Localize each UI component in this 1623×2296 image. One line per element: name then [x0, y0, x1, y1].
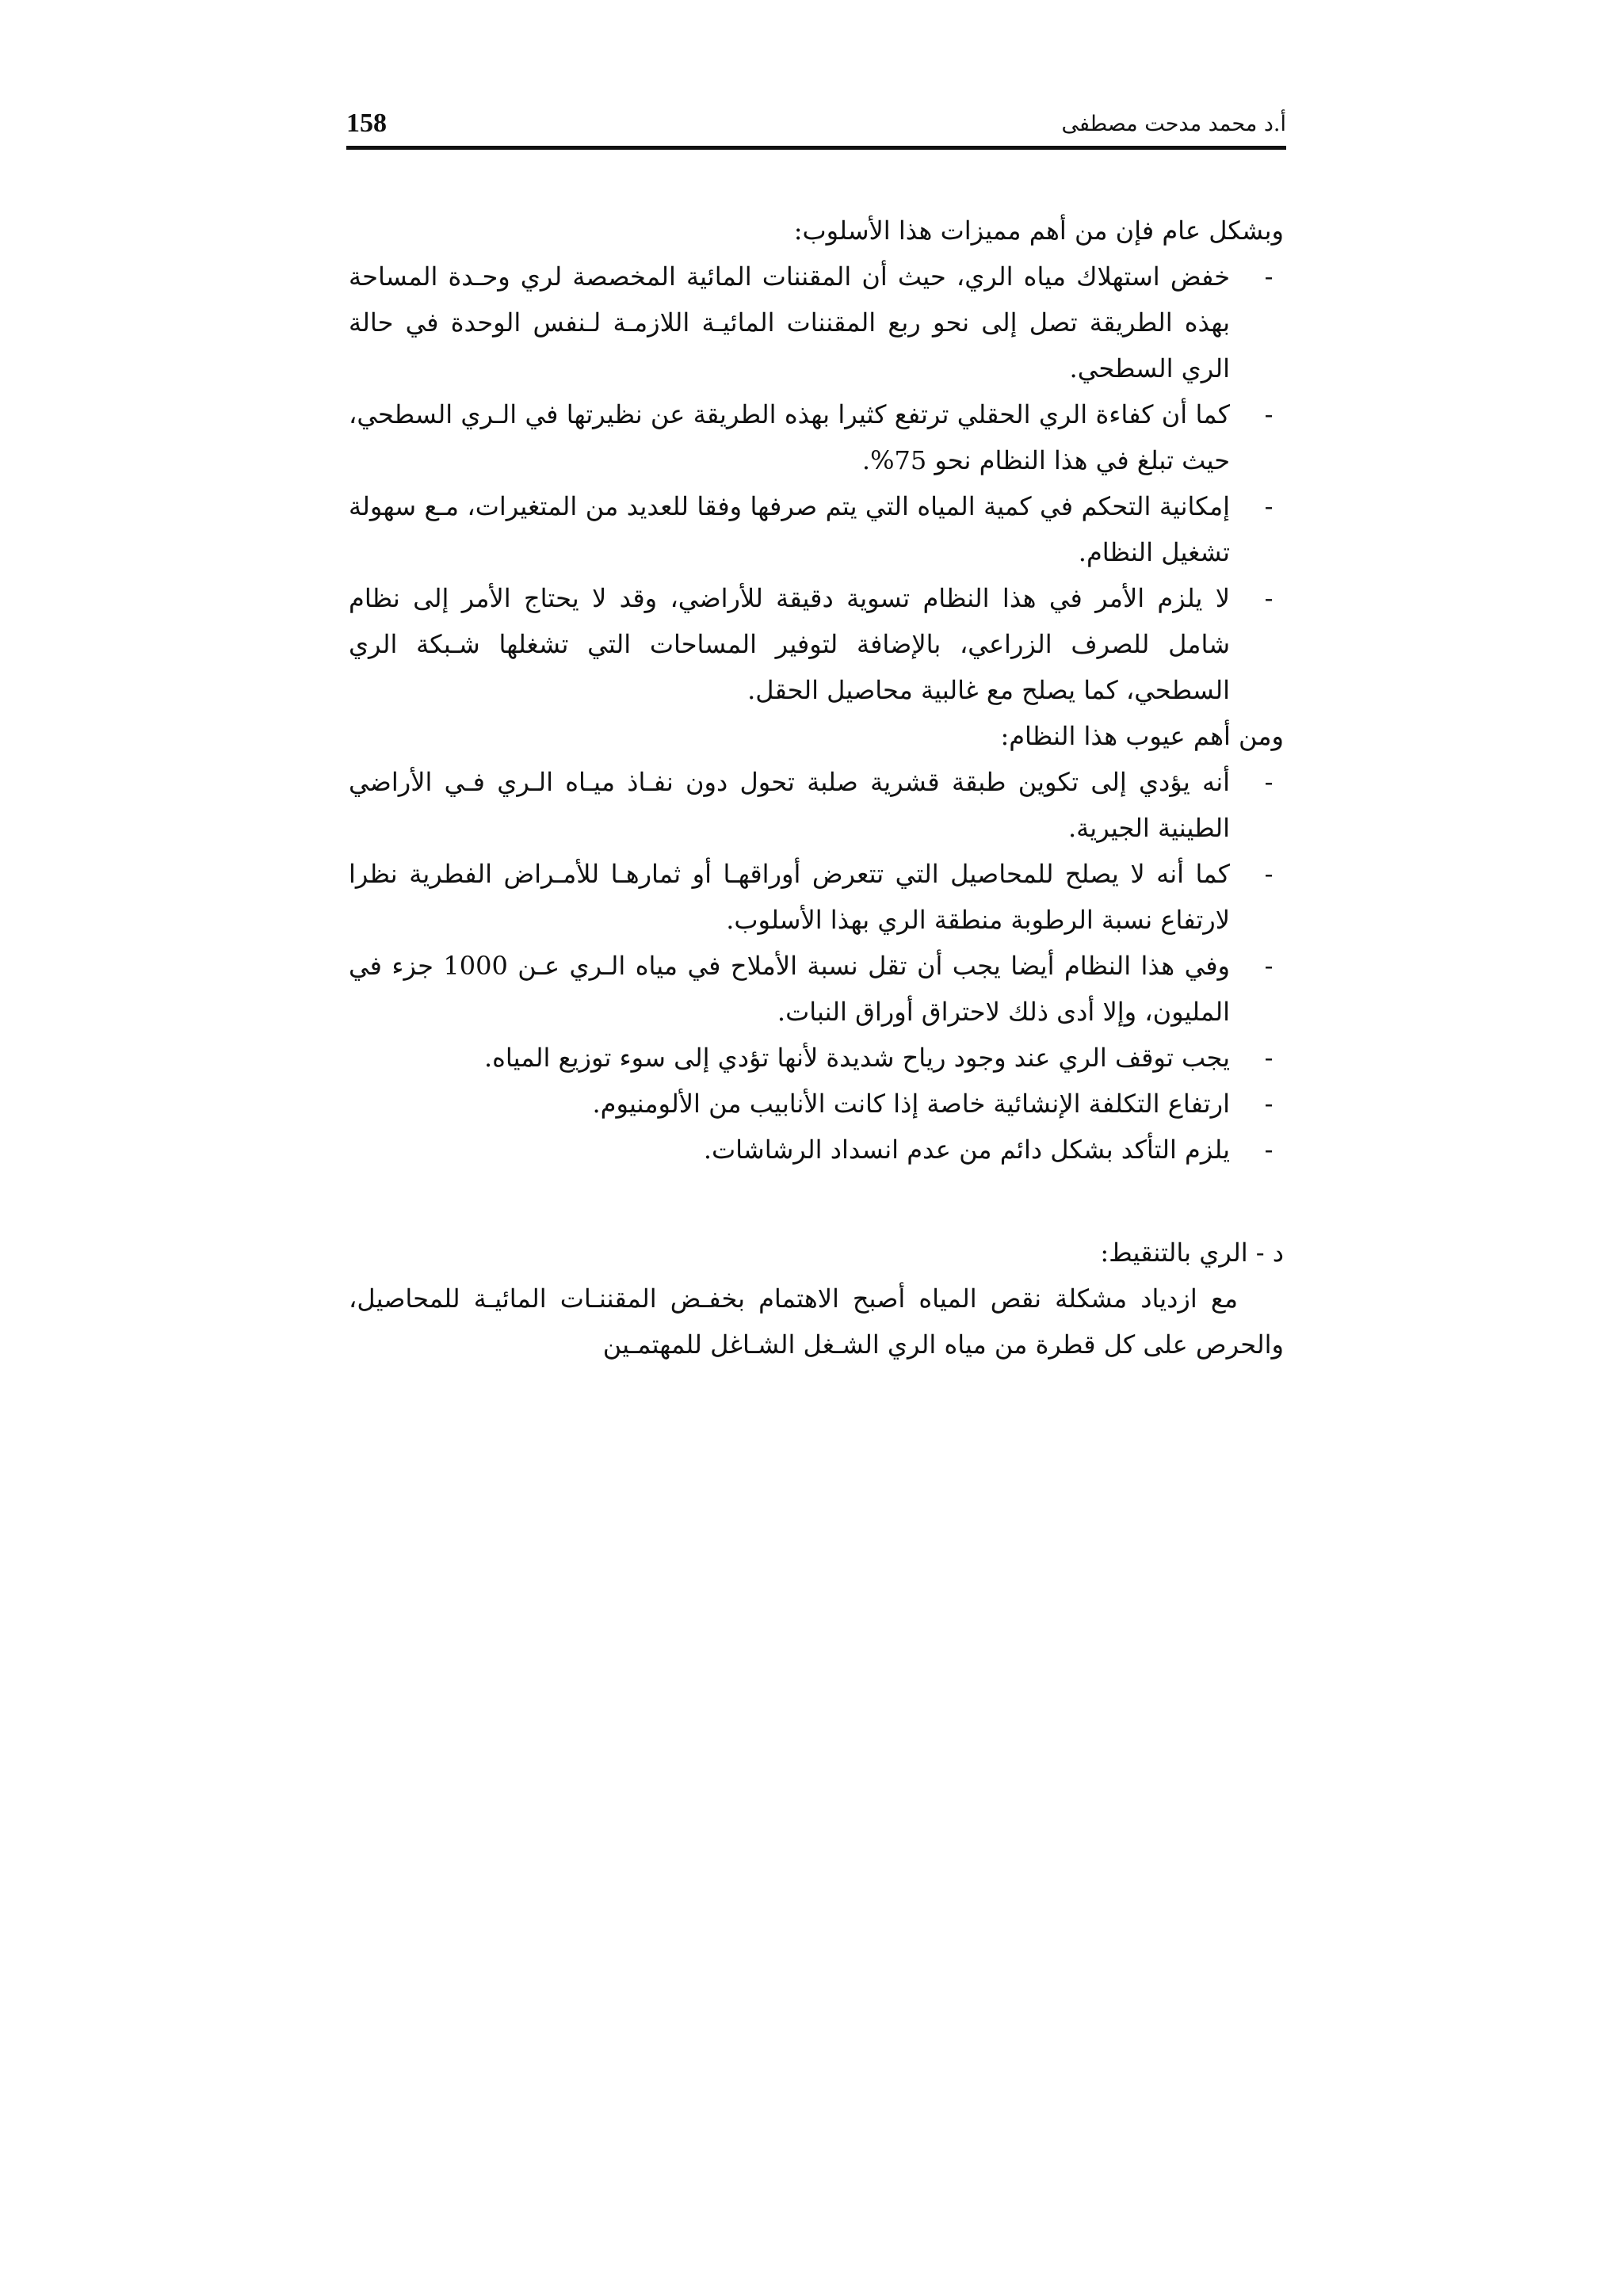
- header-divider: [346, 146, 1286, 150]
- bullet-dash: -: [1264, 1135, 1274, 1165]
- list-item: [349, 1127, 1284, 1173]
- section-paragraph: مع ازدياد مشكلة نقص المياه أصبح الاهتمام بخفـض المقننـات المائيـة للمحاصيل، والحرص على كل قطرة من مياه الري الشـغل الشـاغل للمهتمـين: [349, 1283, 1284, 1360]
- disadvantages-list: [349, 759, 1284, 1173]
- list-item: [349, 851, 1284, 943]
- list-item: [349, 759, 1284, 851]
- page-number: 158: [346, 109, 387, 138]
- list-item-text: إمكانية التحكم في كمية المياه التي يتم صرفها وفقا للعديد من المتغيرات، مـع سهولة تشغيل النظام.: [349, 491, 1230, 567]
- list-item: [349, 483, 1284, 575]
- disadvantages-intro: ومن أهم عيوب هذا النظام:: [1000, 721, 1284, 751]
- advantages-intro: وبشكل عام فإن من أهم مميزات هذا الأسلوب:: [793, 215, 1284, 246]
- bullet-dash: -: [1264, 491, 1274, 521]
- bullet-dash: -: [1264, 767, 1274, 797]
- bullet-dash: -: [1264, 951, 1274, 981]
- page-body: [349, 208, 1284, 1367]
- bullet-dash: -: [1264, 1043, 1274, 1073]
- running-head-author: أ.د محمد مدحت مصطفى: [1061, 112, 1286, 136]
- list-item: [349, 943, 1284, 1035]
- bullet-dash: -: [1264, 1089, 1274, 1119]
- list-item-text: كما أن كفاءة الري الحقلي ترتفع كثيرا بهذه الطريقة عن نظيرتها في الـري السطحي، حيث تبلغ في هذا النظام نحو 75%.: [349, 399, 1230, 475]
- list-item: [349, 391, 1284, 483]
- page-header: [346, 101, 1286, 149]
- bullet-dash: -: [1264, 859, 1274, 889]
- bullet-dash: -: [1264, 583, 1274, 613]
- list-item-text: يجب توقف الري عند وجود رياح شديدة لأنها تؤدي إلى سوء توزيع المياه.: [483, 1043, 1230, 1073]
- list-item: [349, 575, 1284, 713]
- bullet-dash: -: [1264, 261, 1274, 292]
- section-heading: د - الري بالتنقيط:: [1100, 1238, 1284, 1268]
- list-item-text: يلزم التأكد بشكل دائم من عدم انسداد الرشاشات.: [703, 1135, 1230, 1165]
- advantages-list: [349, 254, 1284, 713]
- list-item-text: خفض استهلاك مياه الري، حيث أن المقننات المائية المخصصة لري وحـدة المساحة بهذه الطريقة تصل إلى نحو ربع المقننات المائيـة اللازمـة لـنفس الوحدة في حالة الري السطحي.: [349, 261, 1230, 383]
- list-item-text: لا يلزم الأمر في هذا النظام تسوية دقيقة للأراضي، وقد لا يحتاج الأمر إلى نظام شامل للصرف الزراعي، بالإضافة لتوفير المساحات التي تشغلها شـبكة الري السطحي، كما يصلح مع غالبية محاصيل الحقل.: [349, 583, 1231, 705]
- list-item-text: أنه يؤدي إلى تكوين طبقة قشرية صلبة تحول دون نفـاذ ميـاه الـري فـي الأراضي الطينية الجيرية.: [349, 767, 1231, 843]
- list-item-text: كما أنه لا يصلح للمحاصيل التي تتعرض أوراقهـا أو ثمارهـا للأمـراض الفطرية نظرا لارتفاع نسبة الرطوبة منطقة الري بهذا الأسلوب.: [349, 859, 1230, 935]
- list-item: [349, 1081, 1284, 1127]
- list-item-text: ارتفاع التكلفة الإنشائية خاصة إذا كانت الأنابيب من الألومنيوم.: [592, 1089, 1230, 1119]
- list-item: [349, 1035, 1284, 1081]
- list-item-text: وفي هذا النظام أيضا يجب أن تقل نسبة الأملاح في مياه الـري عـن 1000 جزء في المليون، وإلا أدى ذلك لاحتراق أوراق النبات.: [349, 951, 1231, 1027]
- list-item: [349, 254, 1284, 391]
- bullet-dash: -: [1264, 399, 1274, 429]
